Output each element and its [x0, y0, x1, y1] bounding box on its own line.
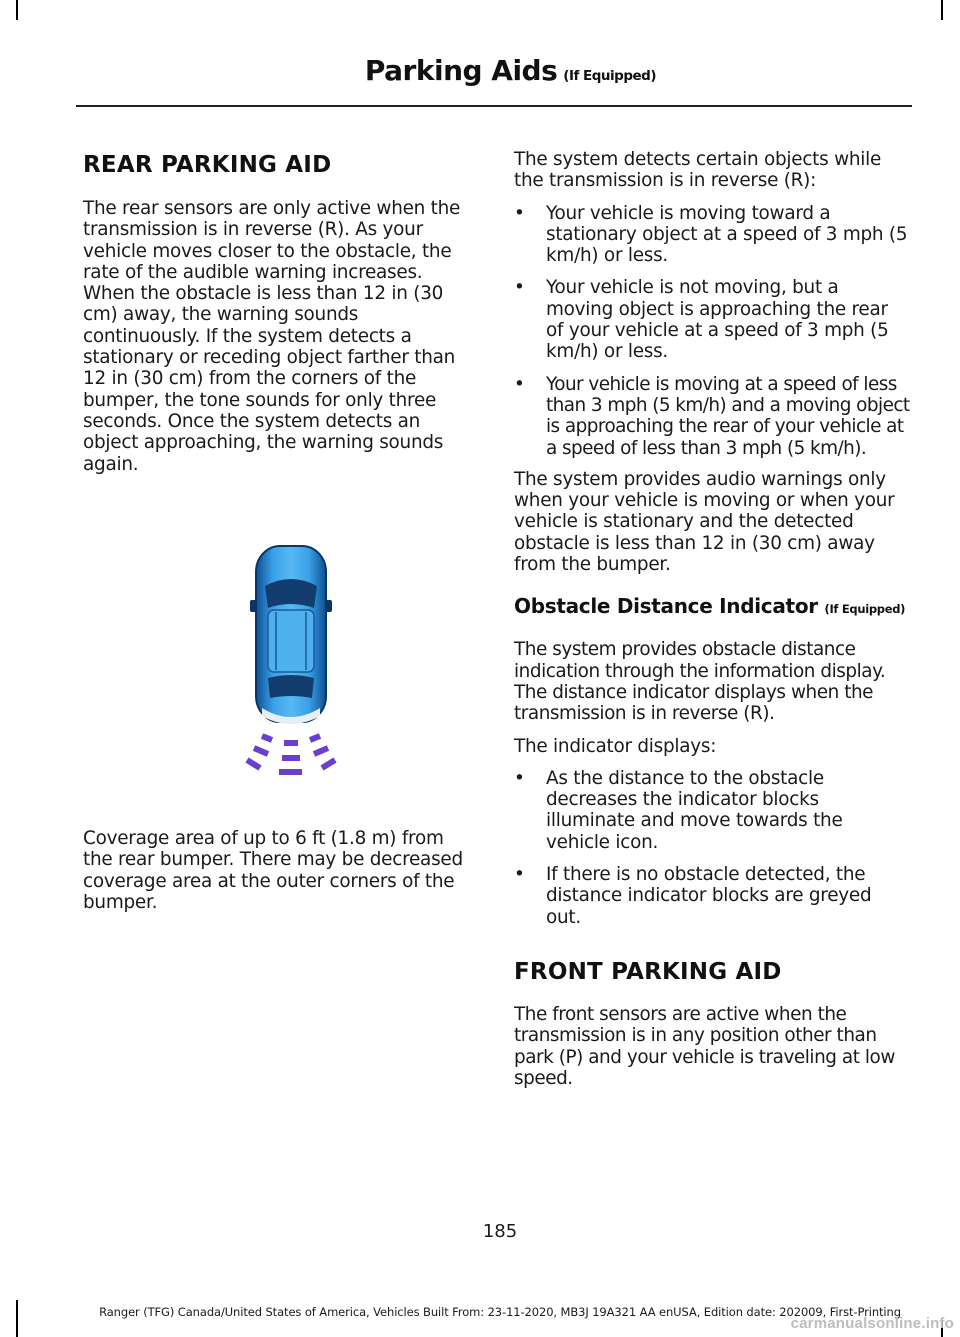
header-title-qualifier: (If Equipped) — [563, 68, 656, 84]
list-item — [514, 864, 910, 928]
watermark: carmanualsonline.info — [790, 1315, 954, 1332]
detection-conditions-list — [514, 203, 910, 459]
indicator-displays-label: The indicator displays: — [514, 735, 717, 757]
header-rule — [76, 105, 912, 107]
list-item-text: Your vehicle is moving toward a stationary object at a speed of 3 mph (5 km/h) or less. — [546, 202, 908, 267]
list-item-text: Your vehicle is moving at a speed of less than 3 mph (5 km/h) and a moving object is approaching the rear of your vehicle at a speed of less than 3 mph (5 km/h). — [546, 373, 910, 459]
list-item-text: As the distance to the obstacle decreases the indicator blocks illuminate and move towards the vehicle icon. — [546, 767, 843, 853]
list-item — [514, 768, 910, 853]
page-header-title — [365, 54, 656, 87]
list-item — [514, 374, 910, 459]
vehicle-top-view — [250, 546, 332, 724]
rear-sensor-coverage-figure — [232, 540, 352, 785]
rear-parking-aid-heading: REAR PARKING AID — [83, 152, 332, 178]
crop-mark-top-left — [16, 0, 18, 20]
list-item-text: If there is no obstacle detected, the distance indicator blocks are greyed out. — [546, 864, 872, 928]
right-column — [514, 149, 910, 1089]
page-number: 185 — [482, 1221, 518, 1242]
crop-mark-top-right — [941, 0, 943, 20]
figure-caption-block — [83, 828, 475, 913]
bullet: • — [514, 767, 525, 789]
indicator-list — [514, 768, 910, 928]
front-parking-aid-heading: FRONT PARKING AID — [514, 958, 782, 985]
detects-intro: The system detects certain objects while the transmission is in reverse (R): — [514, 149, 882, 192]
rear-sensor-arcs — [247, 736, 335, 772]
bullet: • — [514, 202, 525, 224]
list-item — [514, 203, 910, 267]
list-item-text: Your vehicle is not moving, but a moving object is approaching the rear of your vehicle at a speed of 3 mph (5 km/h) or less. — [546, 277, 889, 363]
subheading-text: Obstacle Distance Indicator — [514, 594, 818, 619]
subheading-qualifier: (If Equipped) — [824, 602, 906, 617]
header-title-text: Parking Aids — [364, 54, 558, 87]
distance-indicator-paragraph: The system provides obstacle distance indication through the information display. The distance indicator displays when the transmission is in reverse (R). — [514, 639, 886, 725]
bullet: • — [514, 864, 525, 886]
rear-parking-aid-paragraph: The rear sensors are only active when the transmission is in reverse (R). As your vehicle moves closer to the obstacle, the rate of the audible warning increases. When the obstacle is less than 12 in (30 cm) away, the warning sounds continuously. If the system detects a stationary or receding object farther than 12 in (30 cm) from the corners of the bumper, the tone sounds for only three seconds. Once the system detects an object approaching, the warning sounds again. — [83, 198, 461, 475]
left-column — [83, 151, 475, 475]
figure-caption: Coverage area of up to 6 ft (1.8 m) from the rear bumper. There may be decreased coverage area at the outer corners of the bumper. — [83, 828, 463, 913]
audio-warnings-paragraph: The system provides audio warnings only when your vehicle is moving or when your vehicle is stationary and the detected obstacle is less than 12 in (30 cm) away from the bumper. — [514, 468, 895, 576]
bullet: • — [514, 373, 525, 395]
list-item — [514, 277, 910, 362]
front-parking-aid-paragraph: The front sensors are active when the transmission is in any position other than park (P) and your vehicle is traveling at low speed. — [514, 1003, 895, 1089]
footer-edition-info: Ranger (TFG) Canada/United States of America, Vehicles Built From: 23-11-2020, MB3J 19A321 AA enUSA, Edition date: 202009, First-Printing — [99, 1305, 901, 1319]
bullet: • — [514, 277, 525, 299]
obstacle-distance-indicator-heading — [514, 593, 910, 622]
